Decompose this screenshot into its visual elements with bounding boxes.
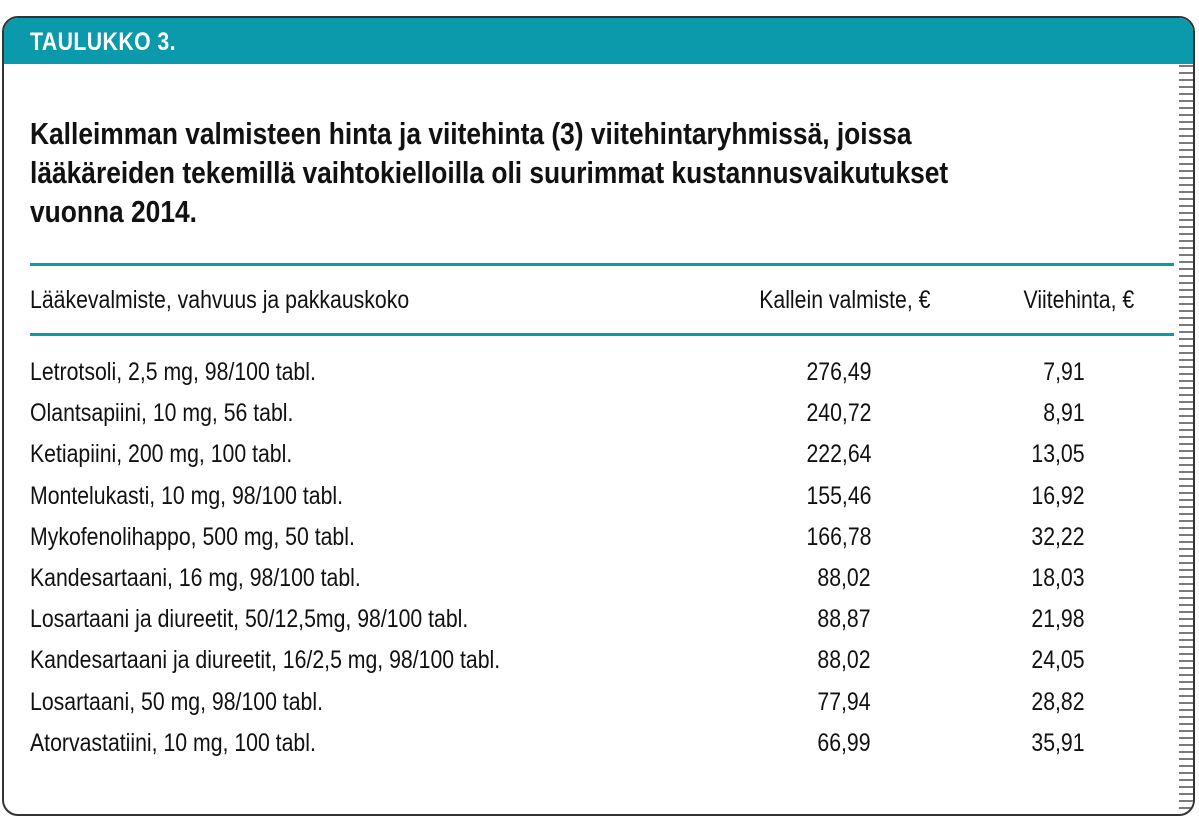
cell-price: 66,99 [817, 728, 871, 757]
cell-reference-price: 35,91 [1031, 728, 1085, 757]
column-header-price: Kallein valmiste, € [758, 286, 930, 314]
cell-price: 276,49 [806, 358, 871, 386]
table-row [4, 564, 1193, 605]
column-header-reference-price: Viitehinta, € [1023, 286, 1134, 314]
cell-reference-price: 16,92 [1031, 481, 1085, 510]
table-row [4, 646, 1193, 687]
cell-product: Kandesartaani ja diureetit, 16/2,5 mg, 98/100 tabl. [30, 646, 501, 675]
cell-price: 88,02 [817, 646, 871, 675]
cell-product: Montelukasti, 10 mg, 98/100 tabl. [30, 481, 344, 510]
cell-product: Letrotsoli, 2,5 mg, 98/100 tabl. [30, 358, 316, 386]
table-row [4, 605, 1193, 646]
cell-product: Losartaani, 50 mg, 98/100 tabl. [30, 687, 323, 716]
title-line: lääkäreiden tekemillä vaihtokielloilla oli suurimmat kustannusvaikutukset [30, 155, 949, 190]
cell-price: 88,87 [817, 605, 871, 634]
table-row [4, 523, 1193, 564]
table-row [4, 358, 1193, 399]
table-row [4, 688, 1193, 729]
table-row [4, 482, 1193, 523]
cell-product: Atorvastatiini, 10 mg, 100 tabl. [30, 728, 316, 757]
table-row [4, 729, 1193, 770]
cell-reference-price: 13,05 [1031, 440, 1085, 469]
cell-price: 77,94 [817, 687, 871, 716]
header-rule-bottom [30, 333, 1174, 336]
table-row [4, 399, 1193, 440]
title-line: vuonna 2014. [30, 194, 197, 229]
cell-product: Kandesartaani, 16 mg, 98/100 tabl. [30, 564, 361, 592]
table-title [30, 114, 1050, 231]
cell-product: Olantsapiini, 10 mg, 56 tabl. [30, 399, 294, 428]
cell-reference-price: 18,03 [1031, 564, 1085, 592]
cell-reference-price: 21,98 [1031, 605, 1085, 634]
cell-reference-price: 24,05 [1031, 646, 1085, 675]
column-header-product: Lääkevalmiste, vahvuus ja pakkauskoko [30, 286, 410, 314]
cell-price: 222,64 [806, 440, 871, 469]
header-rule-top [30, 263, 1174, 266]
cell-price: 166,78 [806, 522, 871, 551]
cell-reference-price: 32,22 [1031, 522, 1085, 551]
table-row [4, 440, 1193, 481]
cell-product: Ketiapiini, 200 mg, 100 tabl. [30, 440, 293, 469]
table-card [2, 16, 1195, 816]
cell-product: Mykofenolihappo, 500 mg, 50 tabl. [30, 522, 355, 551]
cell-reference-price: 8,91 [1043, 399, 1085, 428]
cell-price: 240,72 [806, 399, 871, 428]
cell-product: Losartaani ja diureetit, 50/12,5mg, 98/100 tabl. [30, 605, 469, 634]
cell-reference-price: 28,82 [1031, 687, 1085, 716]
title-line: Kalleimman valmisteen hinta ja viitehinta (3) viitehintaryhmissä, joissa [30, 116, 912, 151]
cell-price: 155,46 [806, 481, 871, 510]
cell-price: 88,02 [817, 564, 871, 592]
cell-reference-price: 7,91 [1043, 358, 1085, 386]
table-label: TAULUKKO 3. [30, 28, 176, 56]
header-bar [4, 18, 1193, 64]
